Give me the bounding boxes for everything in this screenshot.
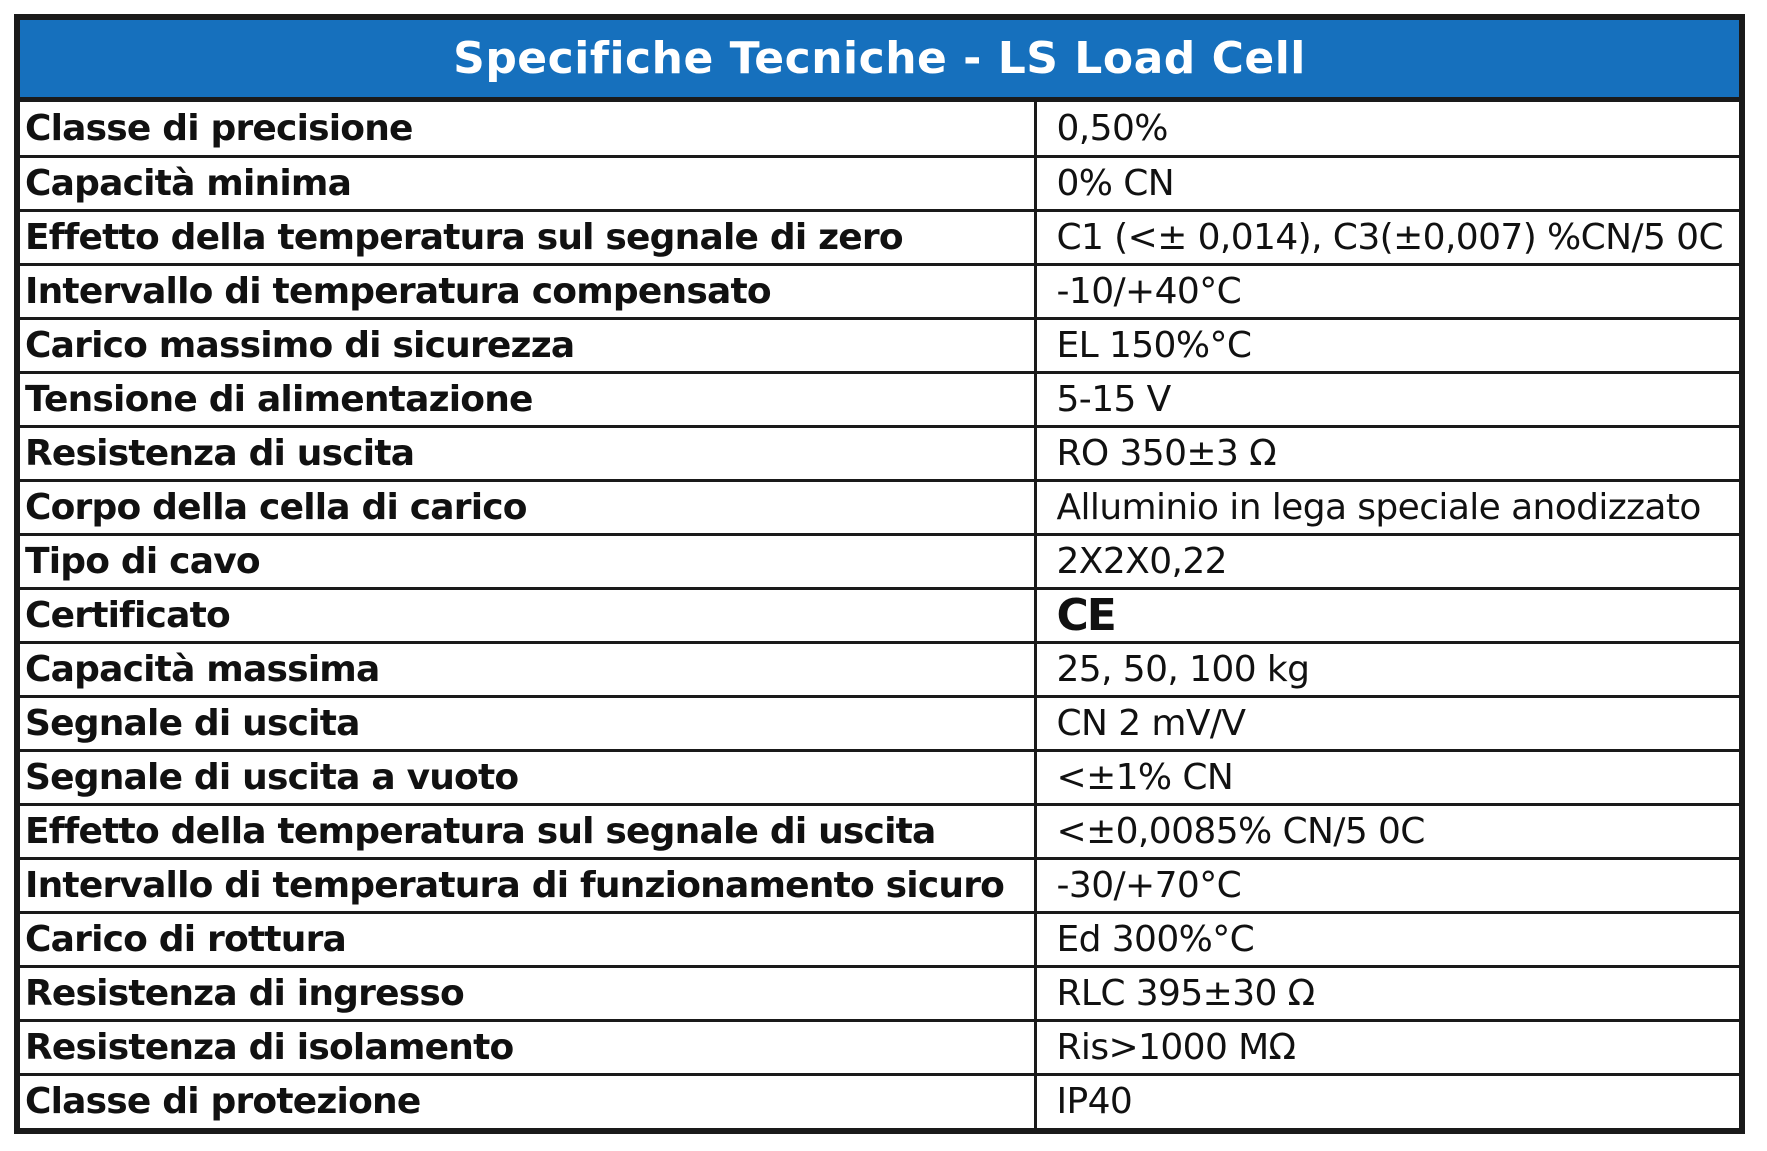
- table-row: [20, 750, 1739, 804]
- spec-value: -30/+70°C: [1035, 858, 1739, 912]
- spec-value: 0,50%: [1035, 102, 1739, 156]
- spec-label: Effetto della temperatura sul segnale di uscita: [20, 804, 1035, 858]
- table-row: [20, 912, 1739, 966]
- table-row: [20, 696, 1739, 750]
- table-row: [20, 318, 1739, 372]
- spec-label: Resistenza di isolamento: [20, 1020, 1035, 1074]
- spec-value: RO 350±3 Ω: [1035, 426, 1739, 480]
- table-row: [20, 102, 1739, 156]
- table-row: [20, 858, 1739, 912]
- spec-label: Carico di rottura: [20, 912, 1035, 966]
- table-row: [20, 966, 1739, 1020]
- table-row: [20, 534, 1739, 588]
- spec-value: C1 (<± 0,014), C3(±0,007) %CN/5 0C: [1035, 210, 1739, 264]
- spec-label: Resistenza di ingresso: [20, 966, 1035, 1020]
- spec-label: Effetto della temperatura sul segnale di zero: [20, 210, 1035, 264]
- spec-label: Segnale di uscita: [20, 696, 1035, 750]
- spec-label: Segnale di uscita a vuoto: [20, 750, 1035, 804]
- table-row: [20, 642, 1739, 696]
- spec-table: [20, 102, 1739, 1128]
- spec-label: Classe di protezione: [20, 1074, 1035, 1128]
- spec-value: <±1% CN: [1035, 750, 1739, 804]
- spec-label: Tipo di cavo: [20, 534, 1035, 588]
- spec-value: CN 2 mV/V: [1035, 696, 1739, 750]
- spec-label: Intervallo di temperatura di funzionamento sicuro: [20, 858, 1035, 912]
- table-row: [20, 804, 1739, 858]
- spec-value: <±0,0085% CN/5 0C: [1035, 804, 1739, 858]
- spec-value: Ed 300%°C: [1035, 912, 1739, 966]
- title-bar: [20, 20, 1739, 102]
- page-title: Specifiche Tecniche - LS Load Cell: [453, 33, 1306, 84]
- spec-label: Tensione di alimentazione: [20, 372, 1035, 426]
- spec-label: Classe di precisione: [20, 102, 1035, 156]
- table-row: [20, 426, 1739, 480]
- table-row: [20, 1020, 1739, 1074]
- spec-value: IP40: [1056, 1081, 1133, 1123]
- spec-label: Corpo della cella di carico: [20, 480, 1035, 534]
- spec-value: RLC 395±30 Ω: [1035, 966, 1739, 1020]
- spec-label: Capacità massima: [20, 642, 1035, 696]
- table-row: [20, 156, 1739, 210]
- table-row: [20, 480, 1739, 534]
- spec-label: Intervallo di temperatura compensato: [20, 264, 1035, 318]
- spec-label: Capacità minima: [20, 156, 1035, 210]
- spec-value: 25, 50, 100 kg: [1035, 642, 1739, 696]
- spec-value: 0% CN: [1035, 156, 1739, 210]
- spec-value: Alluminio in lega speciale anodizzato: [1035, 480, 1739, 534]
- spec-sheet: [14, 14, 1745, 1134]
- spec-value: [1035, 588, 1739, 642]
- spec-value: Ris>1000 MΩ: [1035, 1020, 1739, 1074]
- spec-label: Carico massimo di sicurezza: [20, 318, 1035, 372]
- spec-value: 5-15 V: [1035, 372, 1739, 426]
- ce-mark-icon: CE: [1056, 589, 1115, 641]
- spec-value: EL 150%°C: [1035, 318, 1739, 372]
- spec-label: Resistenza di uscita: [20, 426, 1035, 480]
- spec-value: -10/+40°C: [1035, 264, 1739, 318]
- table-row: [20, 588, 1739, 642]
- table-row: [20, 372, 1739, 426]
- table-row: [20, 1074, 1739, 1128]
- spec-label: Certificato: [20, 588, 1035, 642]
- spec-value: 2X2X0,22: [1035, 534, 1739, 588]
- table-row: [20, 210, 1739, 264]
- table-row: [20, 264, 1739, 318]
